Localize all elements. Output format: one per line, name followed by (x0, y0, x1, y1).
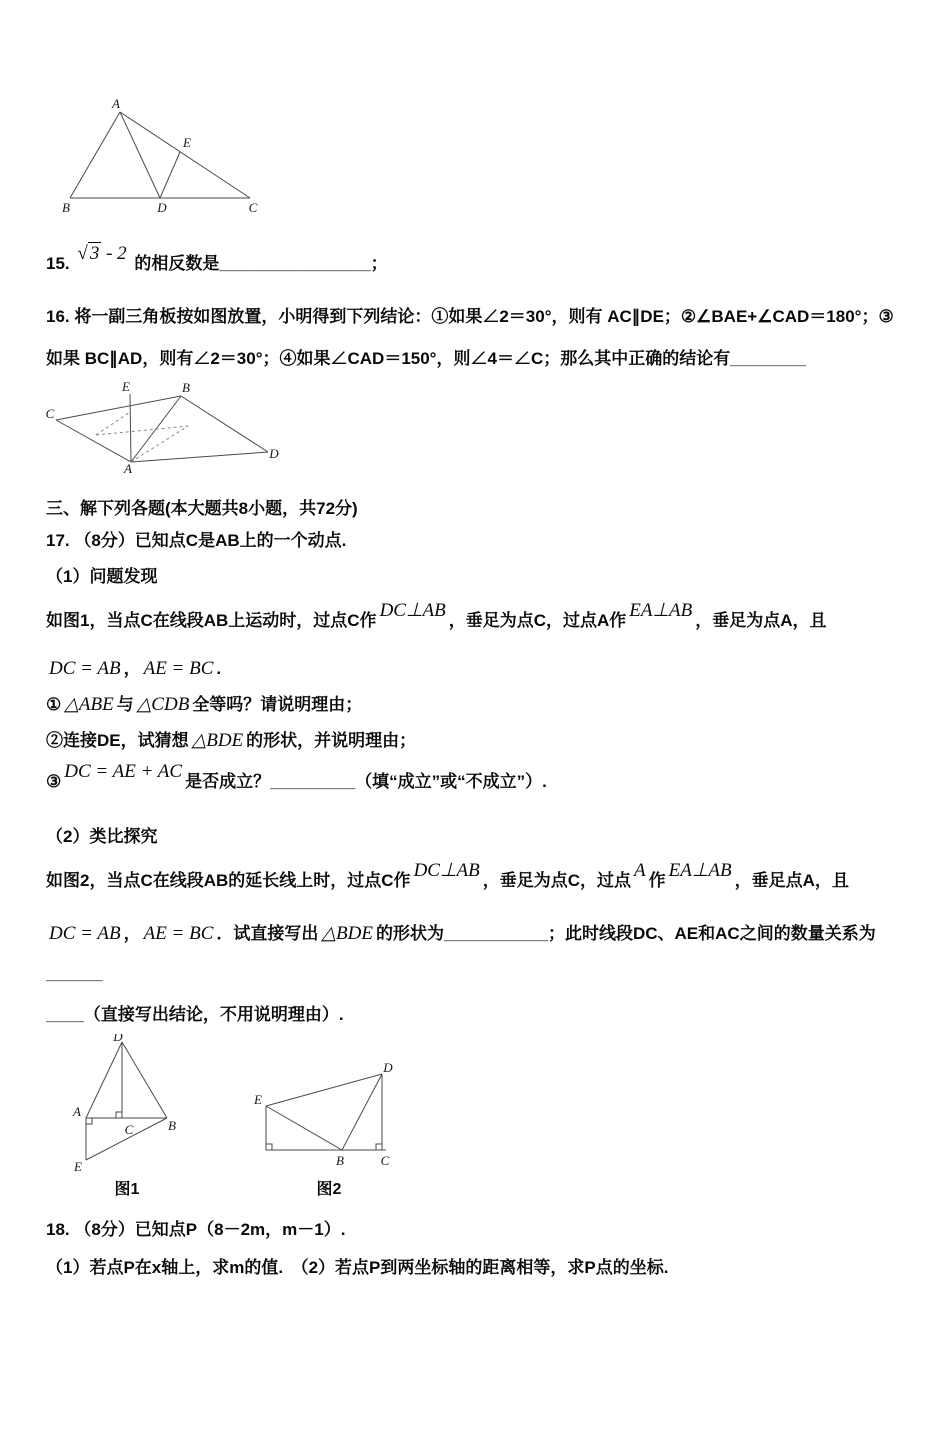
fig-top-label-c: C (248, 200, 258, 215)
figure-triangle-top (58, 98, 906, 216)
fig1-label-d: D (113, 1034, 123, 1044)
q16-line1: 16. 将一副三角板按如图放置，小明得到下列结论：①如果∠2＝30°，则有 AC∥DE；②∠BAE+∠CAD＝180°；③ (46, 307, 894, 326)
exam-page (0, 98, 950, 1311)
q17-i3-math-dc-eq-ae-plus-ac: DC = AE + AC (64, 761, 183, 782)
q17-paragraph-4 (46, 914, 906, 994)
figure-triangle-top-svg (58, 98, 268, 216)
fig-rulers-label-e: E (122, 382, 130, 394)
q15-blank: ________________ (219, 254, 371, 273)
q17-p5-text: （直接写出结论，不用说明理由）. (83, 1005, 344, 1024)
q17-p4-blank-relation: ______ (46, 964, 103, 983)
sqrt-sign: √ (77, 243, 88, 264)
q17-p1-text-a: 如图1，当点C在线段AB上运动时，过点C作 (46, 611, 377, 630)
fig-top-label-d: D (157, 200, 167, 215)
q17-item-3 (46, 762, 906, 802)
q17-paragraph-2 (46, 652, 906, 686)
q17-i1-math-abe: △ABE (64, 694, 114, 715)
figure-triangle-rulers (46, 382, 906, 474)
q15-end: ； (370, 254, 388, 273)
q17-item-2 (46, 728, 906, 754)
q17-p1-text-b: ，垂足为点C，过点A作 (448, 611, 627, 630)
fig-top-label-e: E (183, 135, 191, 150)
q17-item-1 (46, 692, 906, 718)
fig1-label-a: A (73, 1104, 81, 1119)
q17-p4-text-1: ．试直接写出 (216, 924, 319, 943)
fig2-label-e: E (254, 1092, 262, 1107)
fig-top-label-a: A (112, 98, 120, 111)
q17-p3-text-c: 作 (648, 871, 666, 890)
fig2-label-d: D (383, 1062, 393, 1075)
sqrt-radicand: 3 (89, 243, 100, 264)
q17-p2-end: . (216, 659, 222, 678)
fig-rulers-label-c: C (46, 406, 55, 421)
q17-i3-post: （填“成立”或“不成立”）. (355, 772, 547, 791)
q17-p3-text-b: ，垂足为点C，过点 (482, 871, 632, 890)
figure-2-svg (254, 1062, 404, 1174)
fig2-label-c: C (380, 1153, 390, 1168)
q17-i1-math-cdb: △CDB (136, 694, 190, 715)
fig-top-label-b: B (62, 200, 70, 215)
question-18-line1: 18. （8分）已知点P（8－2m，m－1）. (46, 1220, 346, 1239)
q17-i2-post: 的形状，并说明理由； (246, 731, 417, 750)
q17-p2-math-dc-eq-ab: DC = AB (49, 658, 121, 679)
q17-p4-text-2: 的形状为 (375, 924, 444, 943)
fig1-label-c: C (124, 1122, 134, 1137)
q17-i1-pre: ① (46, 695, 62, 714)
question-18-line2: （1）若点P在x轴上，求m的值. （2）若点P到两坐标轴的距离相等，求P点的坐标. (46, 1258, 669, 1277)
q16-line2-text: 如果 BC∥AD，则有∠2＝30°；④如果∠CAD＝150°，则∠4＝∠C；那么其中正确的结论有 (46, 349, 731, 368)
fig1-label-e: E (74, 1159, 82, 1174)
fig2-label-b: B (336, 1153, 344, 1168)
figure-1-caption: 图1 (114, 1181, 140, 1198)
q17-i3-mid: 是否成立？ (185, 772, 271, 791)
q15-text: 的相反数是 (134, 254, 220, 273)
fig-rulers-label-d: D (269, 446, 279, 461)
q17-p3-math-dc-perp-ab: DC⊥AB (413, 860, 480, 881)
q17-i2-pre: ②连接DE，试猜想 (46, 731, 189, 750)
question-17-heading: 17. （8分）已知点C是AB上的一个动点. (46, 531, 347, 550)
q17-paragraph-5 (46, 1002, 906, 1028)
figure-1-svg (72, 1034, 182, 1174)
question-15 (46, 243, 906, 282)
q17-p3-text-d: ，垂足点A，且 (734, 871, 849, 890)
q17-i1-mid: 与 (116, 695, 134, 714)
q17-p3-math-ea-perp-ab: EA⊥AB (668, 860, 732, 881)
q17-p4-blank-shape: ___________ (443, 924, 548, 943)
q17-p3-text-a: 如图2，当点C在线段AB的延长线上时，过点C作 (46, 871, 411, 890)
question-16 (46, 296, 906, 380)
q17-paragraph-1 (46, 598, 906, 644)
figure-2-block (254, 1062, 404, 1199)
q17-p1-math-ea-perp-ab: EA⊥AB (629, 600, 693, 621)
sqrt-rest: - 2 (101, 243, 127, 264)
fig1-label-b: B (168, 1118, 176, 1133)
q17-p4-math-bde: △BDE (321, 923, 373, 944)
q17-p4-math-ae-eq-bc: AE = BC (143, 923, 214, 944)
q17-p5-blank: ____ (46, 1005, 84, 1024)
q17-p4-sep: ， (123, 924, 141, 943)
q17-i2-math-bde: △BDE (191, 730, 244, 751)
q17-part1-title: （1）问题发现 (46, 567, 158, 586)
figure-triangle-rulers-svg (46, 382, 286, 474)
fig-rulers-label-a: A (124, 461, 132, 474)
q17-i3-pre: ③ (46, 772, 62, 791)
q17-p1-text-c: ，垂足为点A，且 (695, 611, 827, 630)
q17-i3-blank: _________ (270, 772, 356, 791)
q17-p4-text-3: ；此时线段DC、AE和AC之间的数量关系为 (547, 924, 876, 943)
q17-p4-math-dc-eq-ab: DC = AB (49, 923, 121, 944)
q17-i1-post: 全等吗？请说明理由； (192, 695, 363, 714)
q17-p2-sep: ， (123, 659, 141, 678)
q17-paragraph-3 (46, 858, 906, 904)
q17-p1-math-dc-perp-ab: DC⊥AB (379, 600, 446, 621)
q17-p2-math-ae-eq-bc: AE = BC (143, 658, 214, 679)
section-3-header: 三、解下列各题(本大题共8小题，共72分) (46, 499, 358, 518)
q17-p3-math-a: A (634, 860, 646, 881)
q15-sqrt-expression (74, 236, 129, 272)
q17-figures-row (72, 1034, 906, 1199)
fig-rulers-label-b: B (182, 382, 190, 395)
q17-part2-title: （2）类比探究 (46, 827, 158, 846)
q16-line2 (46, 338, 906, 380)
q15-number: 15. (46, 254, 70, 273)
figure-2-caption: 图2 (316, 1181, 342, 1198)
q16-blank: ________ (730, 349, 806, 368)
figure-1-block (72, 1034, 182, 1199)
